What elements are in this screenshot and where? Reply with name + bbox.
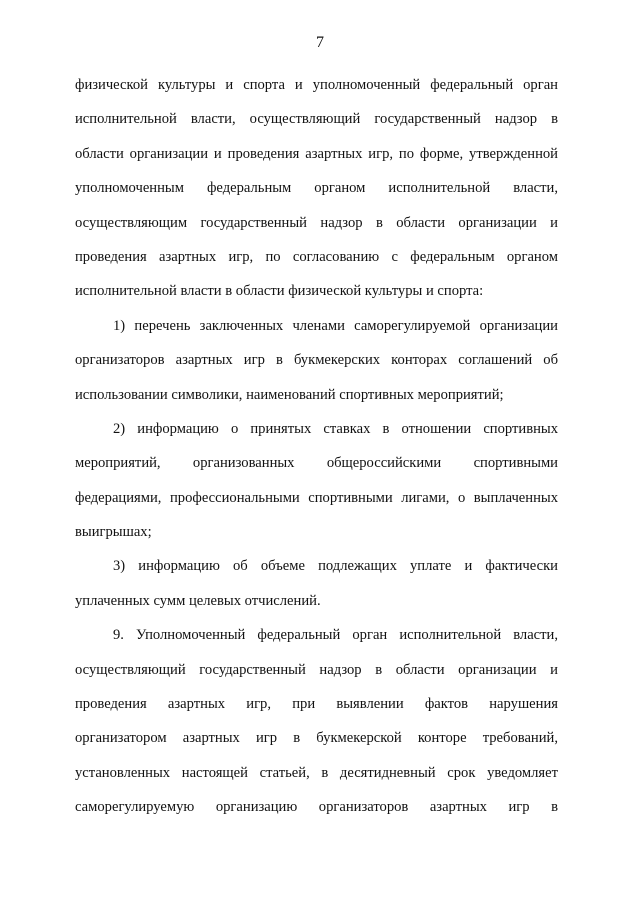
text-line: саморегулируемую организацию организаторов азартных игр в xyxy=(75,799,558,816)
list-item-2-line: 2) информацию о принятых ставках в отношении спортивных xyxy=(113,420,558,437)
text-line: исполнительной власти в области физической культуры и спорта: xyxy=(75,283,484,300)
text-line: организаторов азартных игр в букмекерских конторах соглашений об xyxy=(75,352,558,369)
text-line: проведения азартных игр, по согласованию с федеральным органом xyxy=(75,248,558,265)
list-item-1-line: 1) перечень заключенных членами саморегулируемой организации xyxy=(113,317,558,334)
section-9-line: 9. Уполномоченный федеральный орган исполнительной власти, xyxy=(113,627,558,644)
text-line: области организации и проведения азартных игр, по форме, утвержденной xyxy=(75,145,558,162)
document-body xyxy=(75,74,558,831)
text-line: организатором азартных игр в букмекерской конторе требований, xyxy=(75,730,558,747)
text-line: использовании символики, наименований спортивных мероприятий; xyxy=(75,386,504,403)
list-item-3-line: 3) информацию об объеме подлежащих уплате и фактически xyxy=(113,558,558,575)
text-line: выигрышах; xyxy=(75,524,152,541)
text-line: проведения азартных игр, при выявлении фактов нарушения xyxy=(75,696,558,713)
text-line: осуществляющим государственный надзор в области организации и xyxy=(75,214,558,231)
text-line: осуществляющий государственный надзор в области организации и xyxy=(75,661,558,678)
text-line: уполномоченным федеральным органом исполнительной власти, xyxy=(75,180,558,197)
text-line: физической культуры и спорта и уполномоченный федеральный орган xyxy=(75,77,558,93)
text-line: федерациями, профессиональными спортивными лигами, о выплаченных xyxy=(75,489,558,506)
page-number: 7 xyxy=(316,34,324,51)
text-line: уплаченных сумм целевых отчислений. xyxy=(75,592,321,609)
text-line: исполнительной власти, осуществляющий государственный надзор в xyxy=(75,111,558,128)
text-line: мероприятий, организованных общероссийскими спортивными xyxy=(75,455,558,472)
text-line: установленных настоящей статьей, в десятидневный срок уведомляет xyxy=(75,764,558,781)
